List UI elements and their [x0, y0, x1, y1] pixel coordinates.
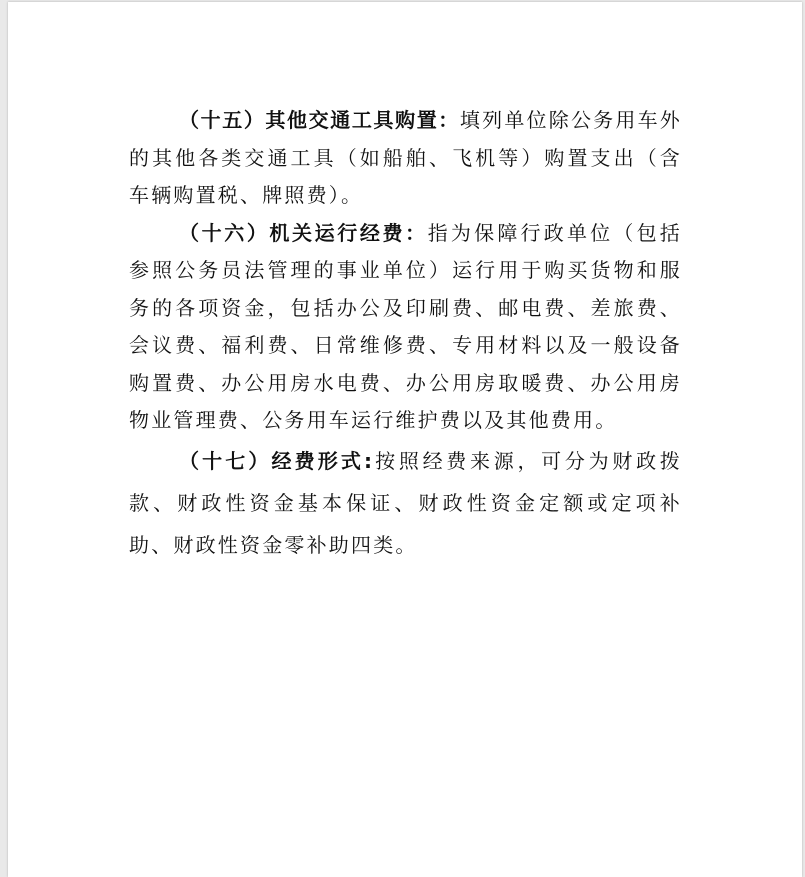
paragraph-16 [129, 215, 682, 440]
paragraph-text: 指为保障行政单位（包括参照公务员法管理的事业单位）运行用于购买货物和服务的各项资金，包括办公及印刷费、邮电费、差旅费、会议费、福利费、日常维修费、专用材料以及一般设备购置费、办公用房水电费、办公用房取暖费、办公用房物业管理费、公务用车运行维护费以及其他费用。 [129, 220, 682, 432]
paragraph-text: 填列单位除公务用车外的其他各类交通工具（如船舶、飞机等）购置支出（含车辆购置税、牌照费）。 [129, 108, 682, 207]
document-page [8, 2, 802, 877]
paragraph-term: （十七）经费形式: [179, 448, 374, 473]
paragraph-term: （十六）机关运行经费： [179, 220, 428, 245]
paragraph-15 [129, 102, 682, 215]
page-content [129, 102, 682, 566]
paragraph-17 [129, 440, 682, 566]
paragraph-term: （十五）其他交通工具购置： [179, 108, 460, 132]
paragraph-text: 按照经费来源，可分为财政拨款、财政性资金基本保证、财政性资金定额或定项补助、财政性资金零补助四类。 [129, 448, 682, 557]
